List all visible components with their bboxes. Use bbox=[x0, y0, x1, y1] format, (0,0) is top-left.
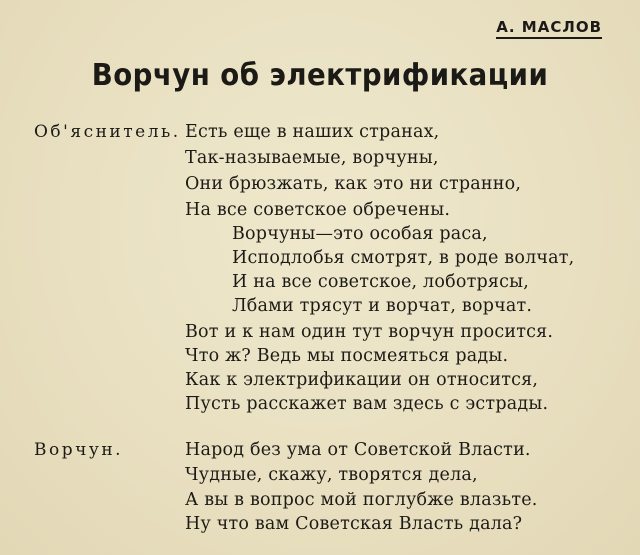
poem-title: Ворчун об электрификации bbox=[91, 58, 549, 93]
verse-line: Вот и к нам один тут ворчун просится. bbox=[185, 322, 554, 342]
verse-line: Ворчуны—это особая раса, bbox=[232, 224, 488, 244]
verse-line: Чудные, скажу, творятся дела, bbox=[185, 465, 478, 485]
verse-line: Лбами трясут и ворчат, ворчат. bbox=[232, 296, 533, 316]
verse-line: Как к электрификации он относится, bbox=[185, 370, 539, 390]
speaker-grumbler: Ворчун. bbox=[34, 440, 124, 460]
verse-line: Есть еще в наших странах, bbox=[185, 122, 440, 142]
verse-line: Исподлобья смотрят, в роде волчат, bbox=[232, 248, 575, 268]
verse-line: Ну что вам Советская Власть дала? bbox=[185, 514, 523, 534]
verse-line: А вы в вопрос мой поглубже влазьте. bbox=[185, 490, 538, 510]
verse-line: Так-называемые, ворчуны, bbox=[185, 148, 439, 168]
verse-line: Что ж? Ведь мы посмеяться рады. bbox=[185, 346, 509, 366]
verse-line: На все советское обречены. bbox=[185, 200, 451, 220]
author-name: А. МАСЛОВ bbox=[496, 18, 602, 39]
verse-line: И на все советское, лоботрясы, bbox=[232, 272, 529, 292]
verse-line: Они брюзжать, как это ни странно, bbox=[185, 174, 522, 194]
verse-line: Народ без ума от Советской Власти. bbox=[185, 440, 531, 460]
verse-line: Пусть расскажет вам здесь с эстрады. bbox=[185, 394, 549, 414]
speaker-explainer: Об'яснитель. bbox=[34, 122, 181, 142]
